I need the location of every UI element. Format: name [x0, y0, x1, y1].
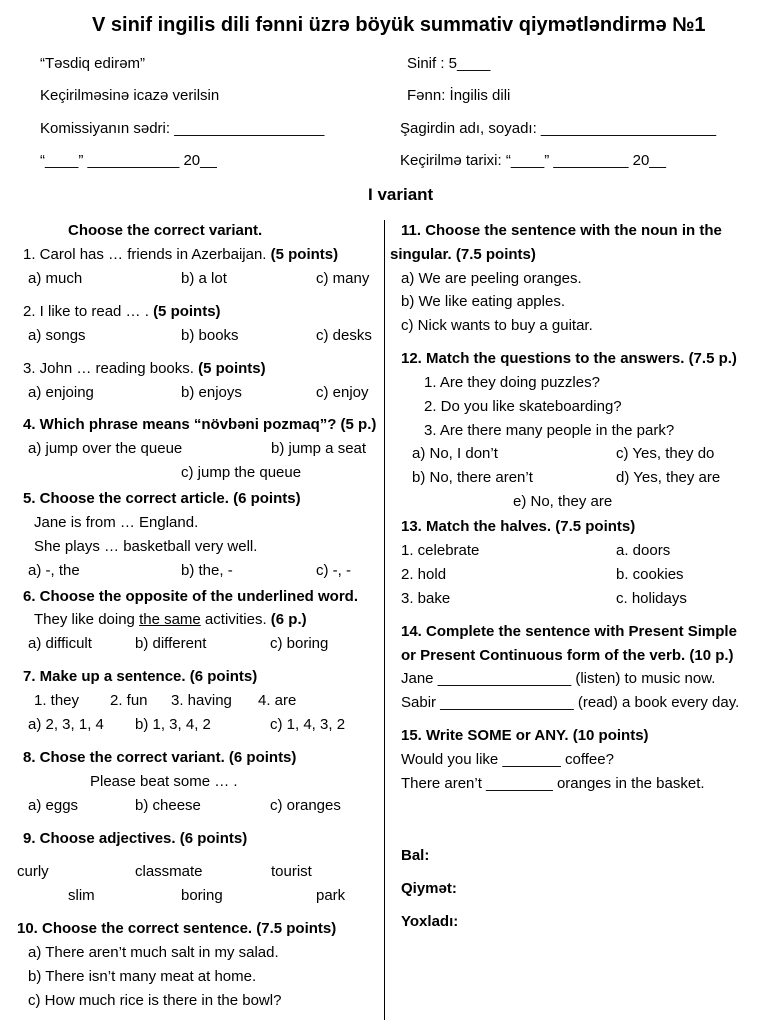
q6-option-b: b) different	[135, 635, 207, 652]
exam-date-field: Keçirilmə tarixi: “____” _________ 20__	[400, 152, 666, 169]
question-3-text: 3. John … reading books.	[23, 360, 199, 377]
q6-option-c: c) boring	[270, 635, 329, 652]
q2-option-b: b) books	[181, 327, 239, 344]
question-1-text: 1. Carol has … friends in Azerbaijan.	[23, 246, 271, 263]
q7-word-4: 4. are	[258, 692, 297, 709]
q13-left-1: 1. celebrate	[401, 542, 480, 559]
question-12: 12. Match the questions to the answers. (7.5 p.)	[401, 350, 737, 367]
q12-answer-b: b) No, there aren’t	[412, 469, 533, 486]
column-divider	[384, 220, 385, 1020]
q9-word-classmate: classmate	[135, 863, 203, 880]
question-14: 14. Complete the sentence with Present Simple	[401, 623, 737, 640]
question-13: 13. Match the halves. (7.5 points)	[401, 518, 636, 535]
q9-word-boring: boring	[181, 887, 223, 904]
q8-option-c: c) oranges	[270, 797, 341, 814]
question-14-line-2: or Present Continuous form of the verb. (10 p.)	[401, 647, 734, 664]
q2-option-a: a) songs	[28, 327, 86, 344]
question-11: 11. Choose the sentence with the noun in the	[401, 222, 722, 239]
q12-question-1: 1. Are they doing puzzles?	[424, 374, 600, 391]
q1-option-a: a) much	[28, 270, 83, 287]
question-4: 4. Which phrase means “növbəni pozmaq”? (5 p.)	[23, 416, 377, 433]
q10-option-c: c) How much rice is there in the bowl?	[28, 992, 282, 1009]
q9-word-park: park	[316, 887, 346, 904]
student-name-field: Şagirdin adı, soyadı: _____________________	[400, 120, 717, 137]
q13-left-2: 2. hold	[401, 566, 447, 583]
q7-word-1: 1. they	[34, 692, 80, 709]
q9-word-tourist: tourist	[271, 863, 312, 880]
q3-option-c: c) enjoy	[316, 384, 369, 401]
question-1	[23, 246, 338, 264]
q13-right-2: b. cookies	[616, 566, 684, 583]
q10-option-a: a) There aren’t much salt in my salad.	[28, 944, 279, 961]
q8-option-b: b) cheese	[135, 797, 201, 814]
approve-label: “Təsdiq edirəm”	[40, 55, 146, 72]
q12-question-2: 2. Do you like skateboarding?	[424, 398, 622, 415]
question-6: 6. Choose the opposite of the underlined word.	[23, 588, 359, 605]
q15-sentence-1: Would you like _______ coffee?	[401, 751, 614, 768]
q10-option-b: b) There isn’t many meat at home.	[28, 968, 257, 985]
question-3-points: (5 points)	[198, 360, 266, 377]
q12-question-3: 3. Are there many people in the park?	[424, 422, 675, 439]
q13-right-3: c. holidays	[616, 590, 687, 607]
q14-sentence-2: Sabir ________________ (read) a book every day.	[401, 694, 740, 711]
q11-option-a: a) We are peeling oranges.	[401, 270, 582, 287]
class-field: Sinif : 5____	[407, 55, 491, 72]
question-8: 8. Chose the correct variant. (6 points)	[23, 749, 297, 766]
q7-option-c: c) 1, 4, 3, 2	[270, 716, 346, 733]
q7-word-2: 2. fun	[110, 692, 148, 709]
subject-label: Fənn: İngilis dili	[407, 87, 511, 104]
q1-option-c: c) many	[316, 270, 370, 287]
chair-field: Komissiyanın sədri: __________________	[40, 120, 325, 137]
q15-sentence-2: There aren’t ________ oranges in the basket.	[401, 775, 705, 792]
q11-option-b: b) We like eating apples.	[401, 293, 565, 310]
q5-sentence-1: Jane is from … England.	[34, 514, 199, 531]
question-9: 9. Choose adjectives. (6 points)	[23, 830, 248, 847]
q9-word-curly: curly	[17, 863, 49, 880]
q6-underlined-word: the same	[139, 611, 201, 628]
score-label: Bal:	[401, 847, 430, 864]
q3-option-b: b) enjoys	[181, 384, 242, 401]
question-1-points: (5 points)	[270, 246, 339, 263]
checked-by-label: Yoxladı:	[401, 913, 459, 930]
question-5: 5. Choose the correct article. (6 points)	[23, 490, 301, 507]
question-10: 10. Choose the correct sentence. (7.5 points)	[17, 920, 337, 937]
q4-option-a: a) jump over the queue	[28, 440, 183, 457]
q4-option-c: c) jump the queue	[181, 464, 302, 481]
question-15: 15. Write SOME or ANY. (10 points)	[401, 727, 649, 744]
q7-option-b: b) 1, 3, 4, 2	[135, 716, 211, 733]
question-7: 7. Make up a sentence. (6 points)	[23, 668, 258, 685]
page-title: V sinif ingilis dili fənni üzrə böyük summativ qiymətləndirmə №1	[92, 14, 706, 36]
q13-right-1: a. doors	[616, 542, 671, 559]
q6-points: (6 p.)	[270, 611, 307, 628]
question-2-text: 2. I like to read … .	[23, 303, 154, 320]
variant-title: I variant	[368, 185, 434, 204]
q12-answer-d: d) Yes, they are	[616, 469, 721, 486]
q9-word-slim: slim	[68, 887, 95, 904]
q6-sentence	[34, 611, 307, 629]
q6-sentence-start: They like doing	[34, 611, 140, 628]
q5-option-c: c) -, -	[316, 562, 351, 579]
q13-left-3: 3. bake	[401, 590, 451, 607]
q6-option-a: a) difficult	[28, 635, 92, 652]
question-11-line-2: singular. (7.5 points)	[390, 246, 536, 263]
q3-option-a: a) enjoing	[28, 384, 94, 401]
q14-sentence-1: Jane ________________ (listen) to music now.	[401, 670, 716, 687]
q6-sentence-end: activities.	[200, 611, 271, 628]
question-2-points: (5 points)	[153, 303, 221, 320]
q7-word-3: 3. having	[171, 692, 232, 709]
q8-sentence: Please beat some … .	[90, 773, 238, 790]
q7-option-a: a) 2, 3, 1, 4	[28, 716, 104, 733]
grade-label: Qiymət:	[401, 880, 457, 897]
q11-option-c: c) Nick wants to buy a guitar.	[401, 317, 593, 334]
question-3	[23, 360, 266, 378]
q4-option-b: b) jump a seat	[271, 440, 367, 457]
q5-option-b: b) the, -	[181, 562, 233, 579]
date-left-field: “____” ___________ 20__	[40, 152, 217, 169]
q2-option-c: c) desks	[316, 327, 372, 344]
q12-answer-a: a) No, I don’t	[412, 445, 498, 462]
section-heading: Choose the correct variant.	[68, 222, 263, 239]
q1-option-b: b) a lot	[181, 270, 227, 287]
allow-label: Keçirilməsinə icazə verilsin	[40, 87, 220, 104]
q12-answer-e: e) No, they are	[513, 493, 613, 510]
q5-sentence-2: She plays … basketball very well.	[34, 538, 258, 555]
question-2	[23, 303, 221, 321]
q12-answer-c: c) Yes, they do	[616, 445, 715, 462]
q5-option-a: a) -, the	[28, 562, 80, 579]
q8-option-a: a) eggs	[28, 797, 79, 814]
